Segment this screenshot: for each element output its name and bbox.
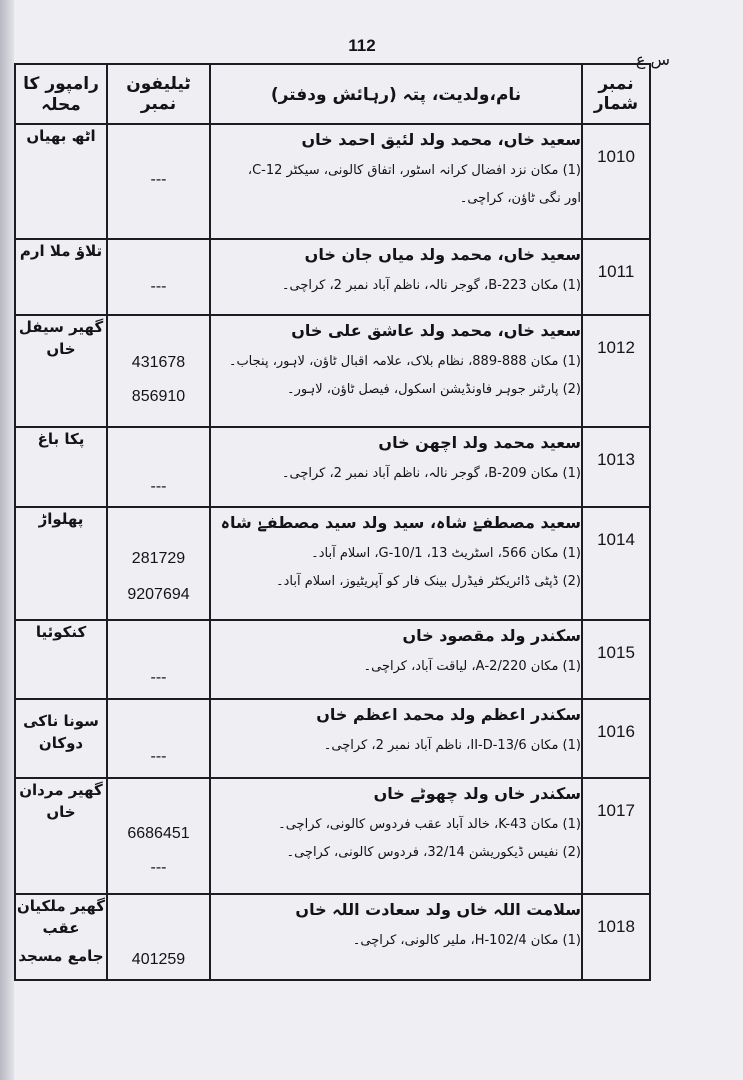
phone-number: 6686451 — [127, 825, 190, 842]
table-row — [15, 124, 650, 239]
details-cell — [210, 239, 582, 315]
header-area: رامپور کا محلہ — [15, 64, 107, 124]
details-cell — [210, 620, 582, 699]
address-line: (1) مکان K-43، خالد آباد عقب فردوس کالونی، کراچی۔ — [278, 817, 581, 832]
table-row — [15, 778, 650, 894]
details-cell — [210, 427, 582, 507]
details-cell — [210, 315, 582, 427]
area-name: اٹھ بھیاں — [26, 127, 96, 145]
register-table — [14, 63, 651, 981]
header-name: نام،ولدیت، پتہ (رہائش ودفتر) — [210, 64, 582, 124]
phone-number: 856910 — [131, 388, 186, 405]
phone-cell — [107, 239, 210, 315]
area-cell — [15, 427, 107, 507]
table-row — [15, 507, 650, 620]
area-name: جامع مسجد — [18, 947, 104, 965]
address-line: (1) مکان 566، اسٹریٹ 13، G-10/1، اسلام آباد۔ — [311, 546, 581, 561]
entry-name: سلامت اللہ خاں ولد سعادت اللہ خاں — [295, 900, 581, 919]
phone-number: --- — [150, 748, 167, 765]
area-cell — [15, 894, 107, 980]
entry-name: سعید خاں، محمد ولد لئیق احمد خاں — [301, 130, 581, 149]
table-row — [15, 620, 650, 699]
phone-cell — [107, 620, 210, 699]
phone-number: --- — [150, 171, 167, 188]
address-line: (1) مکان 2/220-A، لیاقت آباد، کراچی۔ — [363, 659, 581, 674]
area-cell — [15, 315, 107, 427]
entry-name: سعید مصطفےٰ شاہ، سید ولد سید مصطفےٰ شاہ — [220, 513, 581, 532]
details-cell — [210, 507, 582, 620]
area-name: گھیر مردان خاں — [19, 781, 103, 821]
address-line: (1) مکان H-102/4، ملیر کالونی، کراچی۔ — [352, 933, 581, 948]
area-cell — [15, 620, 107, 699]
phone-cell — [107, 699, 210, 778]
area-name: پھلواڑ — [38, 510, 84, 528]
details-cell — [210, 699, 582, 778]
header-phone: ٹیلیفون نمبر — [107, 64, 210, 124]
area-name: گھیر ملکیان عقب — [17, 897, 105, 937]
serial-cell: 1015 — [582, 620, 650, 699]
header-serial: نمبر شمار — [582, 64, 650, 124]
area-cell — [15, 507, 107, 620]
serial-cell: 1013 — [582, 427, 650, 507]
entry-name: سکندر ولد مقصود خاں — [402, 626, 581, 645]
address-line: (2) پارٹنر جوہر فاونڈیشن اسکول، فیصل ٹاؤن، لاہور۔ — [286, 382, 581, 397]
phone-number: 401259 — [131, 951, 186, 968]
area-name: کنکوئیا — [35, 623, 87, 641]
phone-number: --- — [150, 669, 167, 686]
serial-cell: 1011 — [582, 239, 650, 315]
serial-cell: 1018 — [582, 894, 650, 980]
phone-number: 431678 — [131, 354, 186, 371]
entry-name: سعید خاں، محمد ولد عاشق علی خاں — [291, 321, 581, 340]
table-row — [15, 427, 650, 507]
phone-cell — [107, 427, 210, 507]
details-cell — [210, 894, 582, 980]
area-cell — [15, 778, 107, 894]
table-row — [15, 894, 650, 980]
details-cell — [210, 778, 582, 894]
header-row — [15, 64, 650, 124]
phone-cell — [107, 124, 210, 239]
table-row — [15, 239, 650, 315]
address-line: (1) مکان B-223، گوجر نالہ، ناظم آباد نمبر 2، کراچی۔ — [281, 278, 581, 293]
area-cell — [15, 239, 107, 315]
serial-cell: 1012 — [582, 315, 650, 427]
address-line: (2) نفیس ڈیکوریشن 32/14، فردوس کالونی، کراچی۔ — [286, 845, 581, 860]
page-edge-shadow — [0, 0, 14, 1080]
details-cell — [210, 124, 582, 239]
address-line: (2) ڈپٹی ڈائریکٹر فیڈرل بینک فار کو آپریٹیوز، اسلام آباد۔ — [276, 574, 581, 589]
address-line: (1) مکان B-209، گوجر نالہ، ناظم آباد نمبر 2، کراچی۔ — [281, 466, 581, 481]
entry-name: سعید خاں، محمد ولد میاں جان خاں — [304, 245, 581, 264]
entry-name: سکندر اعظم ولد محمد اعظم خاں — [316, 705, 581, 724]
phone-cell — [107, 315, 210, 427]
area-cell — [15, 124, 107, 239]
address-line: (1) مکان II-D-13/6، ناظم آباد نمبر 2، کراچی۔ — [323, 738, 581, 753]
phone-number: --- — [150, 278, 167, 295]
phone-cell — [107, 894, 210, 980]
address-line: (1) مکان نزد افضال کرانہ اسٹور، اتفاق کالونی، سیکٹر 12-C، — [247, 163, 581, 178]
entry-name: سکندر خاں ولد چھوٹے خاں — [373, 784, 581, 803]
area-name: تلاؤ ملا ارم — [19, 242, 103, 260]
phone-cell — [107, 507, 210, 620]
page-number: 112 — [348, 36, 376, 55]
phone-number: --- — [150, 478, 167, 495]
area-name: سونا ناکی دوکان — [23, 712, 99, 752]
phone-number: 9207694 — [127, 586, 190, 603]
phone-number: --- — [150, 859, 167, 876]
serial-cell: 1016 — [582, 699, 650, 778]
entry-name: سعید محمد ولد اچھن خاں — [378, 433, 581, 452]
area-name: پکا باغ — [37, 430, 85, 448]
table-row — [15, 699, 650, 778]
area-name: گھیر سیفل خاں — [18, 318, 104, 358]
serial-cell: 1010 — [582, 124, 650, 239]
address-line: (1) مکان 888-889، نظام بلاک، علامہ اقبال ٹاؤن، لاہور، پنجاب۔ — [228, 354, 581, 369]
phone-cell — [107, 778, 210, 894]
serial-cell: 1017 — [582, 778, 650, 894]
serial-cell: 1014 — [582, 507, 650, 620]
corner-mark: س ع — [635, 50, 671, 69]
phone-number: 281729 — [131, 550, 186, 567]
area-cell — [15, 699, 107, 778]
address-line: اور نگی ٹاؤن، کراچی۔ — [459, 191, 581, 206]
table-row — [15, 315, 650, 427]
